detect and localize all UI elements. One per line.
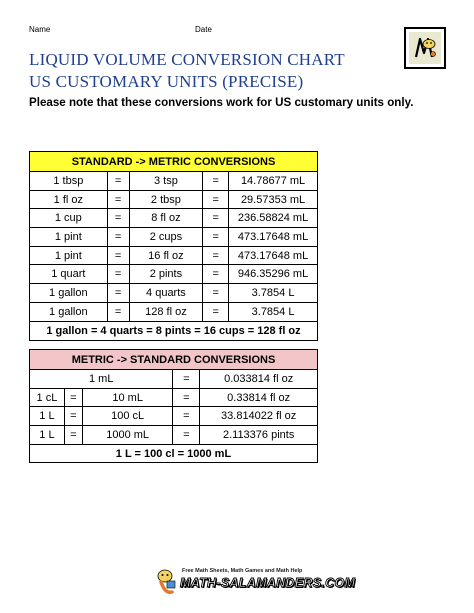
table-cell: = — [203, 190, 229, 209]
table-cell: 10 mL — [82, 388, 173, 407]
table-cell: = — [203, 172, 229, 191]
table-row — [30, 172, 318, 191]
table-row — [30, 407, 318, 426]
table-cell: 1000 mL — [82, 426, 173, 445]
table-cell: = — [64, 426, 82, 445]
table-cell: 3 tsp — [129, 172, 203, 191]
table-cell: = — [107, 228, 129, 247]
page-subtitle: US CUSTOMARY UNITS (PRECISE) — [29, 72, 304, 91]
metric-to-standard-table — [29, 349, 318, 463]
table-cell: 1 cup — [30, 209, 108, 228]
table-cell: 16 fl oz — [129, 246, 203, 265]
table-cell: 1 pint — [30, 246, 108, 265]
table-cell: 473.17648 mL — [229, 228, 318, 247]
page-title: LIQUID VOLUME CONVERSION CHART — [29, 50, 345, 69]
date-label: Date — [195, 25, 212, 34]
table-cell: = — [107, 302, 129, 321]
table-cell: 8 fl oz — [129, 209, 203, 228]
table-cell: 2 cups — [129, 228, 203, 247]
salamander-mascot-icon — [152, 568, 178, 596]
table-cell: = — [203, 246, 229, 265]
table-cell: 1 tbsp — [30, 172, 108, 191]
table-cell: = — [107, 265, 129, 284]
table-cell: 236.58824 mL — [229, 209, 318, 228]
footer-tagline: Free Math Sheets, Math Games and Math Help — [182, 568, 303, 574]
table-cell: 946.35296 mL — [229, 265, 318, 284]
table-cell: 2 pints — [129, 265, 203, 284]
table-cell: = — [203, 265, 229, 284]
footer-brand-name: MATH-SALAMANDERS.COM — [180, 576, 356, 590]
table-cell: = — [173, 370, 200, 389]
table-cell: 2.113376 pints — [200, 426, 318, 445]
table-row — [30, 190, 318, 209]
table-cell: 3.7854 L — [229, 284, 318, 303]
table-cell: = — [107, 209, 129, 228]
table-row — [30, 228, 318, 247]
table-row — [30, 246, 318, 265]
table-cell: 1 gallon — [30, 284, 108, 303]
table-cell: = — [203, 302, 229, 321]
footer-brand — [152, 566, 356, 602]
table-row — [30, 209, 318, 228]
table-row — [30, 426, 318, 445]
litre-summary: 1 L = 100 cl = 1000 mL — [30, 444, 318, 463]
table-cell: = — [173, 407, 200, 426]
table-cell: = — [107, 284, 129, 303]
standard-to-metric-heading: STANDARD -> METRIC CONVERSIONS — [30, 152, 318, 172]
table-cell: = — [107, 190, 129, 209]
table-cell: = — [203, 209, 229, 228]
table-cell: 1 L — [30, 407, 65, 426]
table-row — [30, 284, 318, 303]
table-cell: 2 tbsp — [129, 190, 203, 209]
name-date-line — [29, 25, 329, 39]
table-cell: 1 fl oz — [30, 190, 108, 209]
table-cell: 100 cL — [82, 407, 173, 426]
table-cell: 1 L — [30, 426, 65, 445]
table-row — [30, 370, 318, 389]
table-cell: 128 fl oz — [129, 302, 203, 321]
table-cell: = — [107, 172, 129, 191]
table-cell: 1 mL — [30, 370, 173, 389]
table-cell: 3.7854 L — [229, 302, 318, 321]
metric-to-standard-heading: METRIC -> STANDARD CONVERSIONS — [30, 350, 318, 370]
table-cell: 1 pint — [30, 228, 108, 247]
table-row — [30, 265, 318, 284]
table-cell: 1 cL — [30, 388, 65, 407]
table-cell: = — [173, 388, 200, 407]
table-cell: 0.033814 fl oz — [200, 370, 318, 389]
table-cell: 14.78677 mL — [229, 172, 318, 191]
table-cell: 1 quart — [30, 265, 108, 284]
salamander-logo — [404, 27, 446, 69]
table-cell: 473.17648 mL — [229, 246, 318, 265]
table-cell: = — [203, 228, 229, 247]
table-cell: 0.33814 fl oz — [200, 388, 318, 407]
salamander-icon — [412, 35, 438, 61]
standard-to-metric-table — [29, 151, 318, 341]
table-cell: = — [173, 426, 200, 445]
table-cell: = — [64, 407, 82, 426]
table-cell: = — [203, 284, 229, 303]
table-cell: 1 gallon — [30, 302, 108, 321]
table-cell: 29.57353 mL — [229, 190, 318, 209]
name-label: Name — [29, 25, 51, 34]
table-row — [30, 302, 318, 321]
units-note: Please note that these conversions work for US customary units only. — [29, 96, 414, 109]
gallon-summary: 1 gallon = 4 quarts = 8 pints = 16 cups = 128 fl oz — [30, 321, 318, 340]
table-row — [30, 388, 318, 407]
table-cell: = — [64, 388, 82, 407]
table-cell: = — [107, 246, 129, 265]
table-cell: 4 quarts — [129, 284, 203, 303]
table-cell: 33.814022 fl oz — [200, 407, 318, 426]
